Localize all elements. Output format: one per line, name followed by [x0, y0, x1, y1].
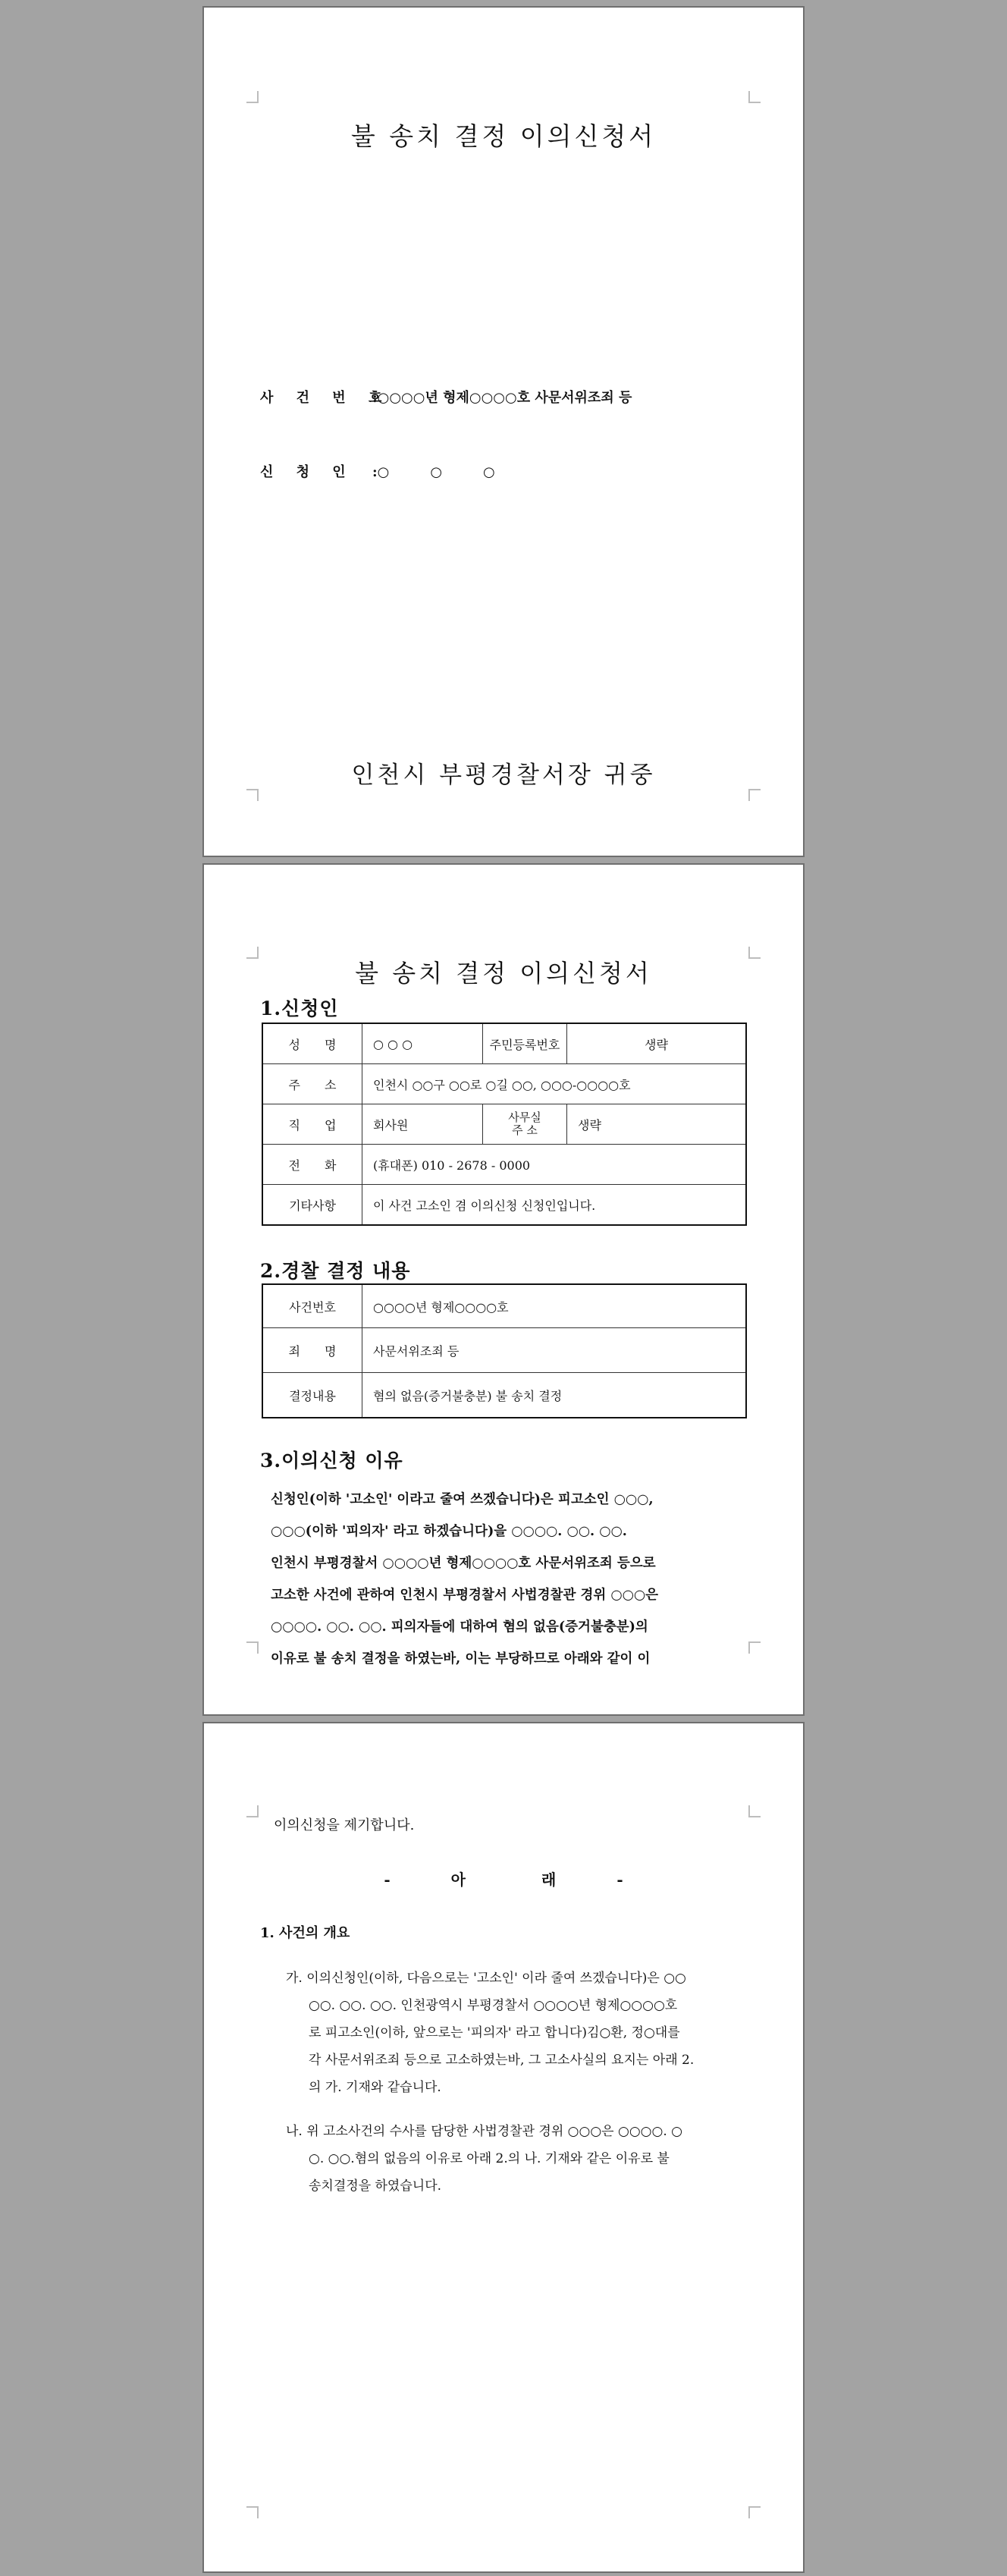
margin-mark [748, 2506, 761, 2518]
page-form [202, 863, 805, 1716]
table-row [262, 1284, 746, 1328]
job-value: 회사원 [362, 1104, 483, 1145]
item-ga-line: ○○. ○○. ○○. 인천광역시 부평경찰서 ○○○○년 형제○○○○호 [309, 1998, 678, 2013]
margin-mark [246, 91, 259, 103]
below-heading: - 아 래 - [384, 1871, 623, 1889]
etc-value: 이 사건 고소인 겸 이의신청 신청인입니다. [362, 1185, 747, 1226]
margin-mark [748, 1641, 761, 1654]
continuation-first-line: 이의신청을 제기합니다. [274, 1817, 415, 1833]
item-na [286, 2118, 748, 2200]
margin-mark [246, 2506, 259, 2518]
table-row [262, 1185, 746, 1226]
item-ga-line: 각 사문서위조죄 등으로 고소하였는바, 그 고소사실의 요지는 아래 2. [309, 2053, 695, 2068]
table-row [262, 1373, 746, 1418]
crime-value: 사문서위조죄 등 [362, 1328, 747, 1373]
page-continuation [202, 1722, 805, 2573]
result-value: 혐의 없음(증거불충분) 불 송치 결정 [362, 1373, 747, 1418]
margin-mark [246, 1641, 259, 1654]
case-number-value: :○○○○년 형제○○○○호 사문서위조죄 등 [372, 390, 632, 406]
item-na-line: 송치결정을 하였습니다. [309, 2179, 442, 2194]
page-cover [202, 6, 805, 857]
rrn-value: 생략 [567, 1023, 747, 1064]
job-label: 직 업 [262, 1104, 362, 1145]
applicant-table [262, 1023, 747, 1226]
section-overview-heading: 1. 사건의 개요 [260, 1925, 350, 1941]
reason-line: ○○○(이하 '피의자' 라고 하겠습니다)을 ○○○○. ○○. ○○. [271, 1524, 627, 1539]
margin-mark [748, 789, 761, 801]
applicant-label: 신 청 인 [260, 464, 355, 480]
table-row [262, 1023, 746, 1064]
table-row [262, 1104, 746, 1145]
item-ga-line: 의 가. 기재와 같습니다. [309, 2080, 441, 2095]
table-row [262, 1145, 746, 1185]
table-row [262, 1328, 746, 1373]
applicant-row [260, 461, 495, 481]
etc-label: 기타사항 [262, 1185, 362, 1226]
table-row [262, 1064, 746, 1104]
item-ga-line: 가. 이의신청인(이하, 다음으로는 '고소인' 이라 줄여 쓰겠습니다)은 ○○ [286, 1971, 686, 1986]
office-address-label: 사무실 주 소 [483, 1104, 567, 1145]
item-na-line: ○. ○○.혐의 없음의 이유로 아래 2.의 나. 기재와 같은 이유로 불 [309, 2151, 670, 2166]
case-number-label: 사 건 번 호 [260, 390, 391, 406]
address-label: 주 소 [262, 1064, 362, 1104]
rrn-label: 주민등록번호 [483, 1023, 567, 1064]
section-2-heading: 2.경찰 결정 내용 [260, 1260, 411, 1282]
case-number-row [260, 387, 632, 407]
result-label: 결정내용 [262, 1373, 362, 1418]
decision-table [262, 1283, 747, 1418]
reason-line: ○○○○. ○○. ○○. 피의자들에 대하여 혐의 없음(증거불충분)의 [271, 1619, 648, 1635]
item-ga-line: 로 피고소인(이하, 앞으로는 '피의자' 라고 합니다)김○환, 정○대를 [309, 2025, 680, 2040]
reason-line: 이유로 불 송치 결정을 하였는바, 이는 부당하므로 아래와 같이 이 [271, 1651, 651, 1667]
reason-line: 신청인(이하 '고소인' 이라고 줄여 쓰겠습니다)은 피고소인 ○○○, [271, 1492, 654, 1507]
margin-mark [748, 1805, 761, 1817]
name-value: ○ ○ ○ [362, 1023, 483, 1064]
reason-line: 고소한 사건에 관하여 인천시 부평경찰서 사법경찰관 경위 ○○○은 [271, 1588, 659, 1603]
office-address-value: 생략 [567, 1104, 747, 1145]
addressee: 인천시 부평경찰서장 귀중 [351, 762, 656, 789]
decision-case-value: ○○○○년 형제○○○○호 [362, 1284, 747, 1328]
applicant-value: :○ ○ ○ [372, 464, 495, 480]
cover-title: 불 송치 결정 이의신청서 [350, 121, 657, 151]
reason-paragraph [271, 1484, 745, 1675]
margin-mark [748, 91, 761, 103]
address-value: 인천시 ○○구 ○○로 ○길 ○○, ○○○-○○○○호 [362, 1064, 747, 1104]
phone-value: (휴대폰) 010 - 2678 - 0000 [362, 1145, 747, 1185]
item-ga [286, 1965, 748, 2101]
section-1-heading: 1.신청인 [260, 997, 339, 1019]
reason-line: 인천시 부평경찰서 ○○○○년 형제○○○○호 사문서위조죄 등으로 [271, 1556, 656, 1571]
section-3-heading: 3.이의신청 이유 [260, 1450, 403, 1472]
phone-label: 전 화 [262, 1145, 362, 1185]
crime-label: 죄 명 [262, 1328, 362, 1373]
form-title: 불 송치 결정 이의신청서 [355, 959, 652, 988]
decision-case-label: 사건번호 [262, 1284, 362, 1328]
item-na-line: 나. 위 고소사건의 수사를 담당한 사법경찰관 경위 ○○○은 ○○○○. ○ [286, 2124, 682, 2139]
name-label: 성 명 [262, 1023, 362, 1064]
margin-mark [246, 789, 259, 801]
margin-mark [246, 1805, 259, 1817]
